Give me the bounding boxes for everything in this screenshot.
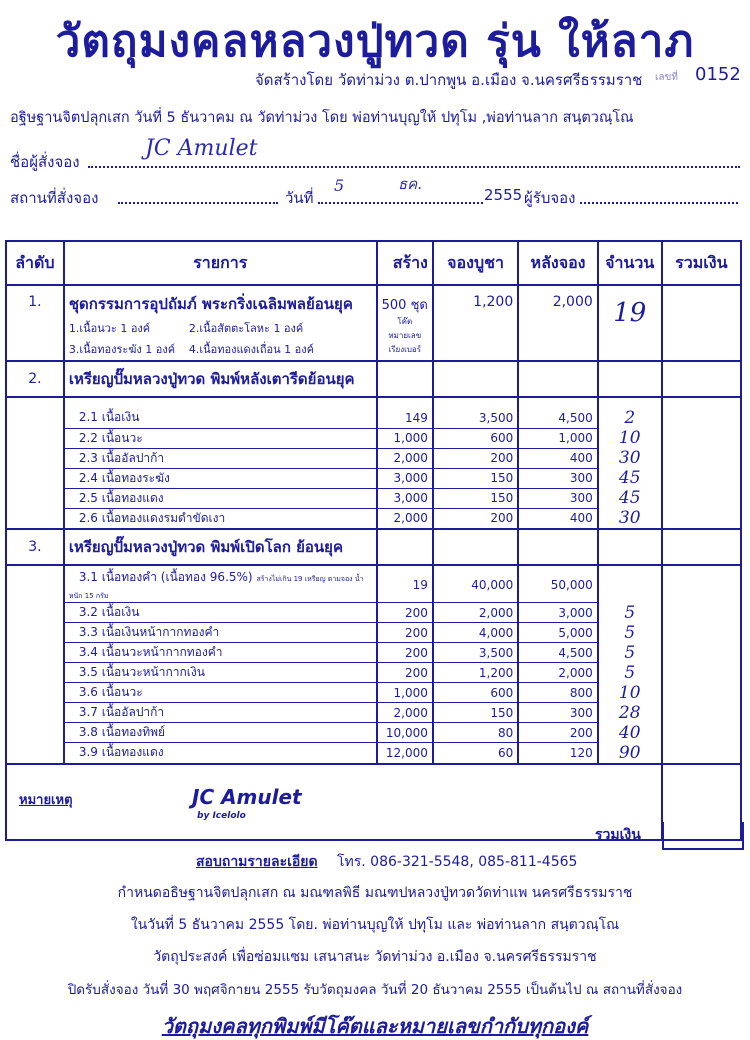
item-name: 2.5 เนื้อทองแดง <box>78 490 164 505</box>
after-price: 1,000 <box>518 428 598 448</box>
item-name: 2.4 เนื้อทองระฆัง <box>78 470 170 485</box>
section-name: ชุดกรรมการอุปถัมภ์ พระกริ่งเฉลิมพลย้อนยุค <box>68 295 353 313</box>
table-row <box>6 723 741 743</box>
after-price: 300 <box>518 703 598 723</box>
made: 2,000 <box>377 448 433 468</box>
section-row-2 <box>6 361 741 397</box>
table-row <box>6 488 741 508</box>
preorder-price: 150 <box>433 488 518 508</box>
name-value[interactable]: JC Amulet <box>145 136 258 161</box>
detail: 1.เนื้อนวะ 1 องค์ <box>68 322 151 335</box>
detail: 2.เนื้อสัตตะโลหะ 1 องค์ <box>188 322 304 335</box>
item-name: 3.2 เนื้อเงิน <box>78 605 140 619</box>
after-price: 2,000 <box>518 285 598 361</box>
qty[interactable]: 19 <box>598 285 662 361</box>
form-number: 0152 <box>695 64 741 85</box>
total-cell[interactable] <box>662 603 741 623</box>
preorder-price: 150 <box>433 468 518 488</box>
item-name: 3.7 เนื้ออัลปาก้า <box>78 705 165 719</box>
made: 1,000 <box>377 428 433 448</box>
date-year: 2555 <box>484 186 523 204</box>
table-row <box>6 703 741 723</box>
item-name: 3.6 เนื้อนวะ <box>78 685 143 699</box>
item-name: 2.6 เนื้อทองแดงรมดำขัดเงา <box>78 510 226 525</box>
col-total: รวมเงิน <box>662 241 741 285</box>
after-price: 800 <box>518 683 598 703</box>
qty[interactable]: 2 <box>598 397 662 428</box>
made: 2,000 <box>377 508 433 529</box>
preorder-price: 40,000 <box>433 565 518 603</box>
qty[interactable]: 10 <box>598 683 662 703</box>
after-price: 120 <box>518 743 598 764</box>
qty[interactable]: 10 <box>598 428 662 448</box>
section-name: เหรียญปั๊มหลวงปู่ทวด พิมพ์หลังเตารีดย้อนยุค <box>64 361 377 397</box>
after-price: 400 <box>518 448 598 468</box>
total-cell[interactable] <box>662 508 741 529</box>
qty[interactable]: 5 <box>598 623 662 643</box>
grand-total-box[interactable] <box>662 822 744 850</box>
section-no: 2. <box>6 361 64 397</box>
col-preorder: จองบูชา <box>433 241 518 285</box>
after-price: 300 <box>518 488 598 508</box>
qty[interactable]: 5 <box>598 663 662 683</box>
inquiry-phone: โทร. 086-321-5548, 085-811-4565 <box>337 854 578 870</box>
total-cell[interactable] <box>662 468 741 488</box>
made: 200 <box>377 623 433 643</box>
total-cell[interactable] <box>662 623 741 643</box>
total-cell[interactable] <box>662 743 741 764</box>
item-name: 3.9 เนื้อทองแดง <box>78 745 164 760</box>
table-row <box>6 743 741 764</box>
inquiry-label: สอบถามรายละเอียด <box>196 854 318 870</box>
number-label: เลขที่ <box>655 72 678 83</box>
col-made: สร้าง <box>377 241 433 285</box>
total-cell[interactable] <box>662 285 741 361</box>
preorder-price: 1,200 <box>433 663 518 683</box>
table-row <box>6 397 741 428</box>
table-row <box>6 428 741 448</box>
qty[interactable]: 30 <box>598 508 662 529</box>
table-row <box>6 468 741 488</box>
made: 12,000 <box>377 743 433 764</box>
preorder-price: 200 <box>433 508 518 529</box>
table-row <box>6 623 741 643</box>
total-cell[interactable] <box>662 488 741 508</box>
total-cell[interactable] <box>662 663 741 683</box>
table-row <box>6 643 741 663</box>
receiver-field[interactable] <box>580 188 738 204</box>
after-price: 5,000 <box>518 623 598 643</box>
item-name: 2.1 เนื้อเงิน <box>78 410 140 425</box>
item-name: 3.8 เนื้อทองทิพย์ <box>78 725 166 739</box>
qty[interactable]: 5 <box>598 643 662 663</box>
section-no: 1. <box>6 285 64 361</box>
preorder-price: 2,000 <box>433 603 518 623</box>
col-item: รายการ <box>64 241 377 285</box>
section-row-1 <box>6 285 741 361</box>
preorder-price: 200 <box>433 448 518 468</box>
detail: 3.เนื้อทองระฆัง 1 องค์ <box>68 343 176 356</box>
after-price: 200 <box>518 723 598 743</box>
made: 200 <box>377 663 433 683</box>
section-no: 3. <box>6 529 64 565</box>
qty[interactable]: 30 <box>598 448 662 468</box>
footer-line: วัตถุประสงค์ เพื่อซ่อมแซม เสนาสนะ วัดท่าม่วง อ.เมือง จ.นครศรีธรรมราช <box>153 949 597 965</box>
item-name: 3.4 เนื้อนวะหน้ากากทองคำ <box>78 645 223 659</box>
table-row <box>6 683 741 703</box>
item-name: 3.5 เนื้อนวะหน้ากากเงิน <box>78 665 205 679</box>
made: 1,000 <box>377 683 433 703</box>
preorder-price: 80 <box>433 723 518 743</box>
after-price: 3,000 <box>518 603 598 623</box>
col-no: ลำดับ <box>6 241 64 285</box>
item-name: 2.2 เนื้อนวะ <box>78 430 143 445</box>
col-after: หลังจอง <box>518 241 598 285</box>
footer-line: กำหนดอธิษฐานจิตปลุกเสก ณ มณฑลพิธี มณฑปหลวงปู่ทวดวัดท่าแพ นครศรีธรรมราช <box>117 885 633 901</box>
total-cell[interactable] <box>662 643 741 663</box>
after-price: 4,500 <box>518 397 598 428</box>
table-row <box>6 508 741 529</box>
section-name: เหรียญปั๊มหลวงปู่ทวด พิมพ์เปิดโลก ย้อนยุค <box>64 529 377 565</box>
qty[interactable]: 90 <box>598 743 662 764</box>
date-month[interactable]: ธค. <box>398 175 422 193</box>
total-cell[interactable] <box>662 683 741 703</box>
preorder-price: 3,500 <box>433 397 518 428</box>
made-note: โค๊ตหมายเลข เรียงเบอร์ <box>388 317 422 354</box>
item-note: สร้างไม่เกิน 19 เหรียญ ตามจอง น้ำหนัก 15 กรัม <box>68 575 364 600</box>
preorder-price: 60 <box>433 743 518 764</box>
made: 2,000 <box>377 703 433 723</box>
total-cell[interactable] <box>662 397 741 428</box>
after-price: 400 <box>518 508 598 529</box>
preorder-price: 600 <box>433 428 518 448</box>
name-label: ชื่อผู้สั่งจอง <box>10 153 80 171</box>
date-day[interactable]: 5 <box>334 176 345 195</box>
slogan: วัตถุมงคลทุกพิมพ์มีโค๊ตและหมายเลขกำกับทุกองค์ <box>161 1014 589 1038</box>
made: 200 <box>377 603 433 623</box>
qty[interactable]: 28 <box>598 703 662 723</box>
table-row <box>6 603 741 623</box>
preorder-price: 150 <box>433 703 518 723</box>
item-name: 2.3 เนื้ออัลปาก้า <box>78 450 165 465</box>
qty[interactable] <box>598 565 662 603</box>
ceremony-info: อฐิษฐานจิตปลุกเสก วันที่ 5 ธันวาคม ณ วัดท่าม่วง โดย พ่อท่านบุญให้ ปทุโม ,พ่อท่านลาก สนฺตวณฺโณ <box>10 110 634 126</box>
total-cell[interactable] <box>662 565 741 603</box>
grand-total-label: รวมเงิน <box>595 827 641 843</box>
col-qty: จำนวน <box>598 241 662 285</box>
item-name: 3.1 เนื้อทองคำ (เนื้อทอง 96.5%) <box>78 570 253 584</box>
total-cell[interactable] <box>662 448 741 468</box>
receiver-label: ผู้รับจอง <box>524 189 576 207</box>
preorder-price: 600 <box>433 683 518 703</box>
made: 500 ชุด <box>381 298 428 313</box>
remark-label: หมายเหตุ <box>19 792 73 808</box>
table-header <box>6 241 741 285</box>
form-title: วัตถุมงคลหลวงปู่ทวด รุ่น ให้ลาภ <box>55 16 695 67</box>
made: 3,000 <box>377 468 433 488</box>
detail: 4.เนื้อทองแดงเถื่อน 1 องค์ <box>188 343 314 356</box>
place-field[interactable] <box>118 188 278 204</box>
order-table <box>5 240 742 841</box>
qty[interactable]: 45 <box>598 488 662 508</box>
qty[interactable]: 45 <box>598 468 662 488</box>
table-row <box>6 663 741 683</box>
made: 200 <box>377 643 433 663</box>
footer-line: ในวันที่ 5 ธันวาคม 2555 โดย. พ่อท่านบุญให้ ปทุโม และ พ่อท่านลาก สนฺตวณฺโณ <box>130 917 620 933</box>
qty[interactable]: 5 <box>598 603 662 623</box>
table-row <box>6 448 741 468</box>
preorder-price: 1,200 <box>433 285 518 361</box>
after-price: 300 <box>518 468 598 488</box>
made: 10,000 <box>377 723 433 743</box>
qty[interactable]: 40 <box>598 723 662 743</box>
stamp-logo: JC Amulet <box>192 784 302 809</box>
footer-line: ปิดรับสั่งจอง วันที่ 30 พฤศจิกายน 2555 รับวัตถุมงคล วันที่ 20 ธันวาคม 2555 เป็นต้นไป ณ สถานที่สั่งจอง <box>67 982 683 998</box>
made: 19 <box>377 565 433 603</box>
table-row <box>6 565 741 603</box>
after-price: 2,000 <box>518 663 598 683</box>
made: 149 <box>377 397 433 428</box>
total-cell[interactable] <box>662 703 741 723</box>
place-label: สถานที่สั่งจอง <box>10 189 99 207</box>
made: 3,000 <box>377 488 433 508</box>
organizer: จัดสร้างโดย วัดท่าม่วง ต.ปากพูน อ.เมือง จ.นครศรีธรรมราช <box>255 71 643 89</box>
stamp-sub: by Icelolo <box>197 810 246 821</box>
preorder-price: 3,500 <box>433 643 518 663</box>
item-name: 3.3 เนื้อเงินหน้ากากทองคำ <box>78 625 220 639</box>
date-label: วันที่ <box>285 189 314 207</box>
section-row-3 <box>6 529 741 565</box>
total-cell[interactable] <box>662 723 741 743</box>
after-price: 4,500 <box>518 643 598 663</box>
preorder-price: 4,000 <box>433 623 518 643</box>
after-price: 50,000 <box>518 565 598 603</box>
total-cell[interactable] <box>662 428 741 448</box>
